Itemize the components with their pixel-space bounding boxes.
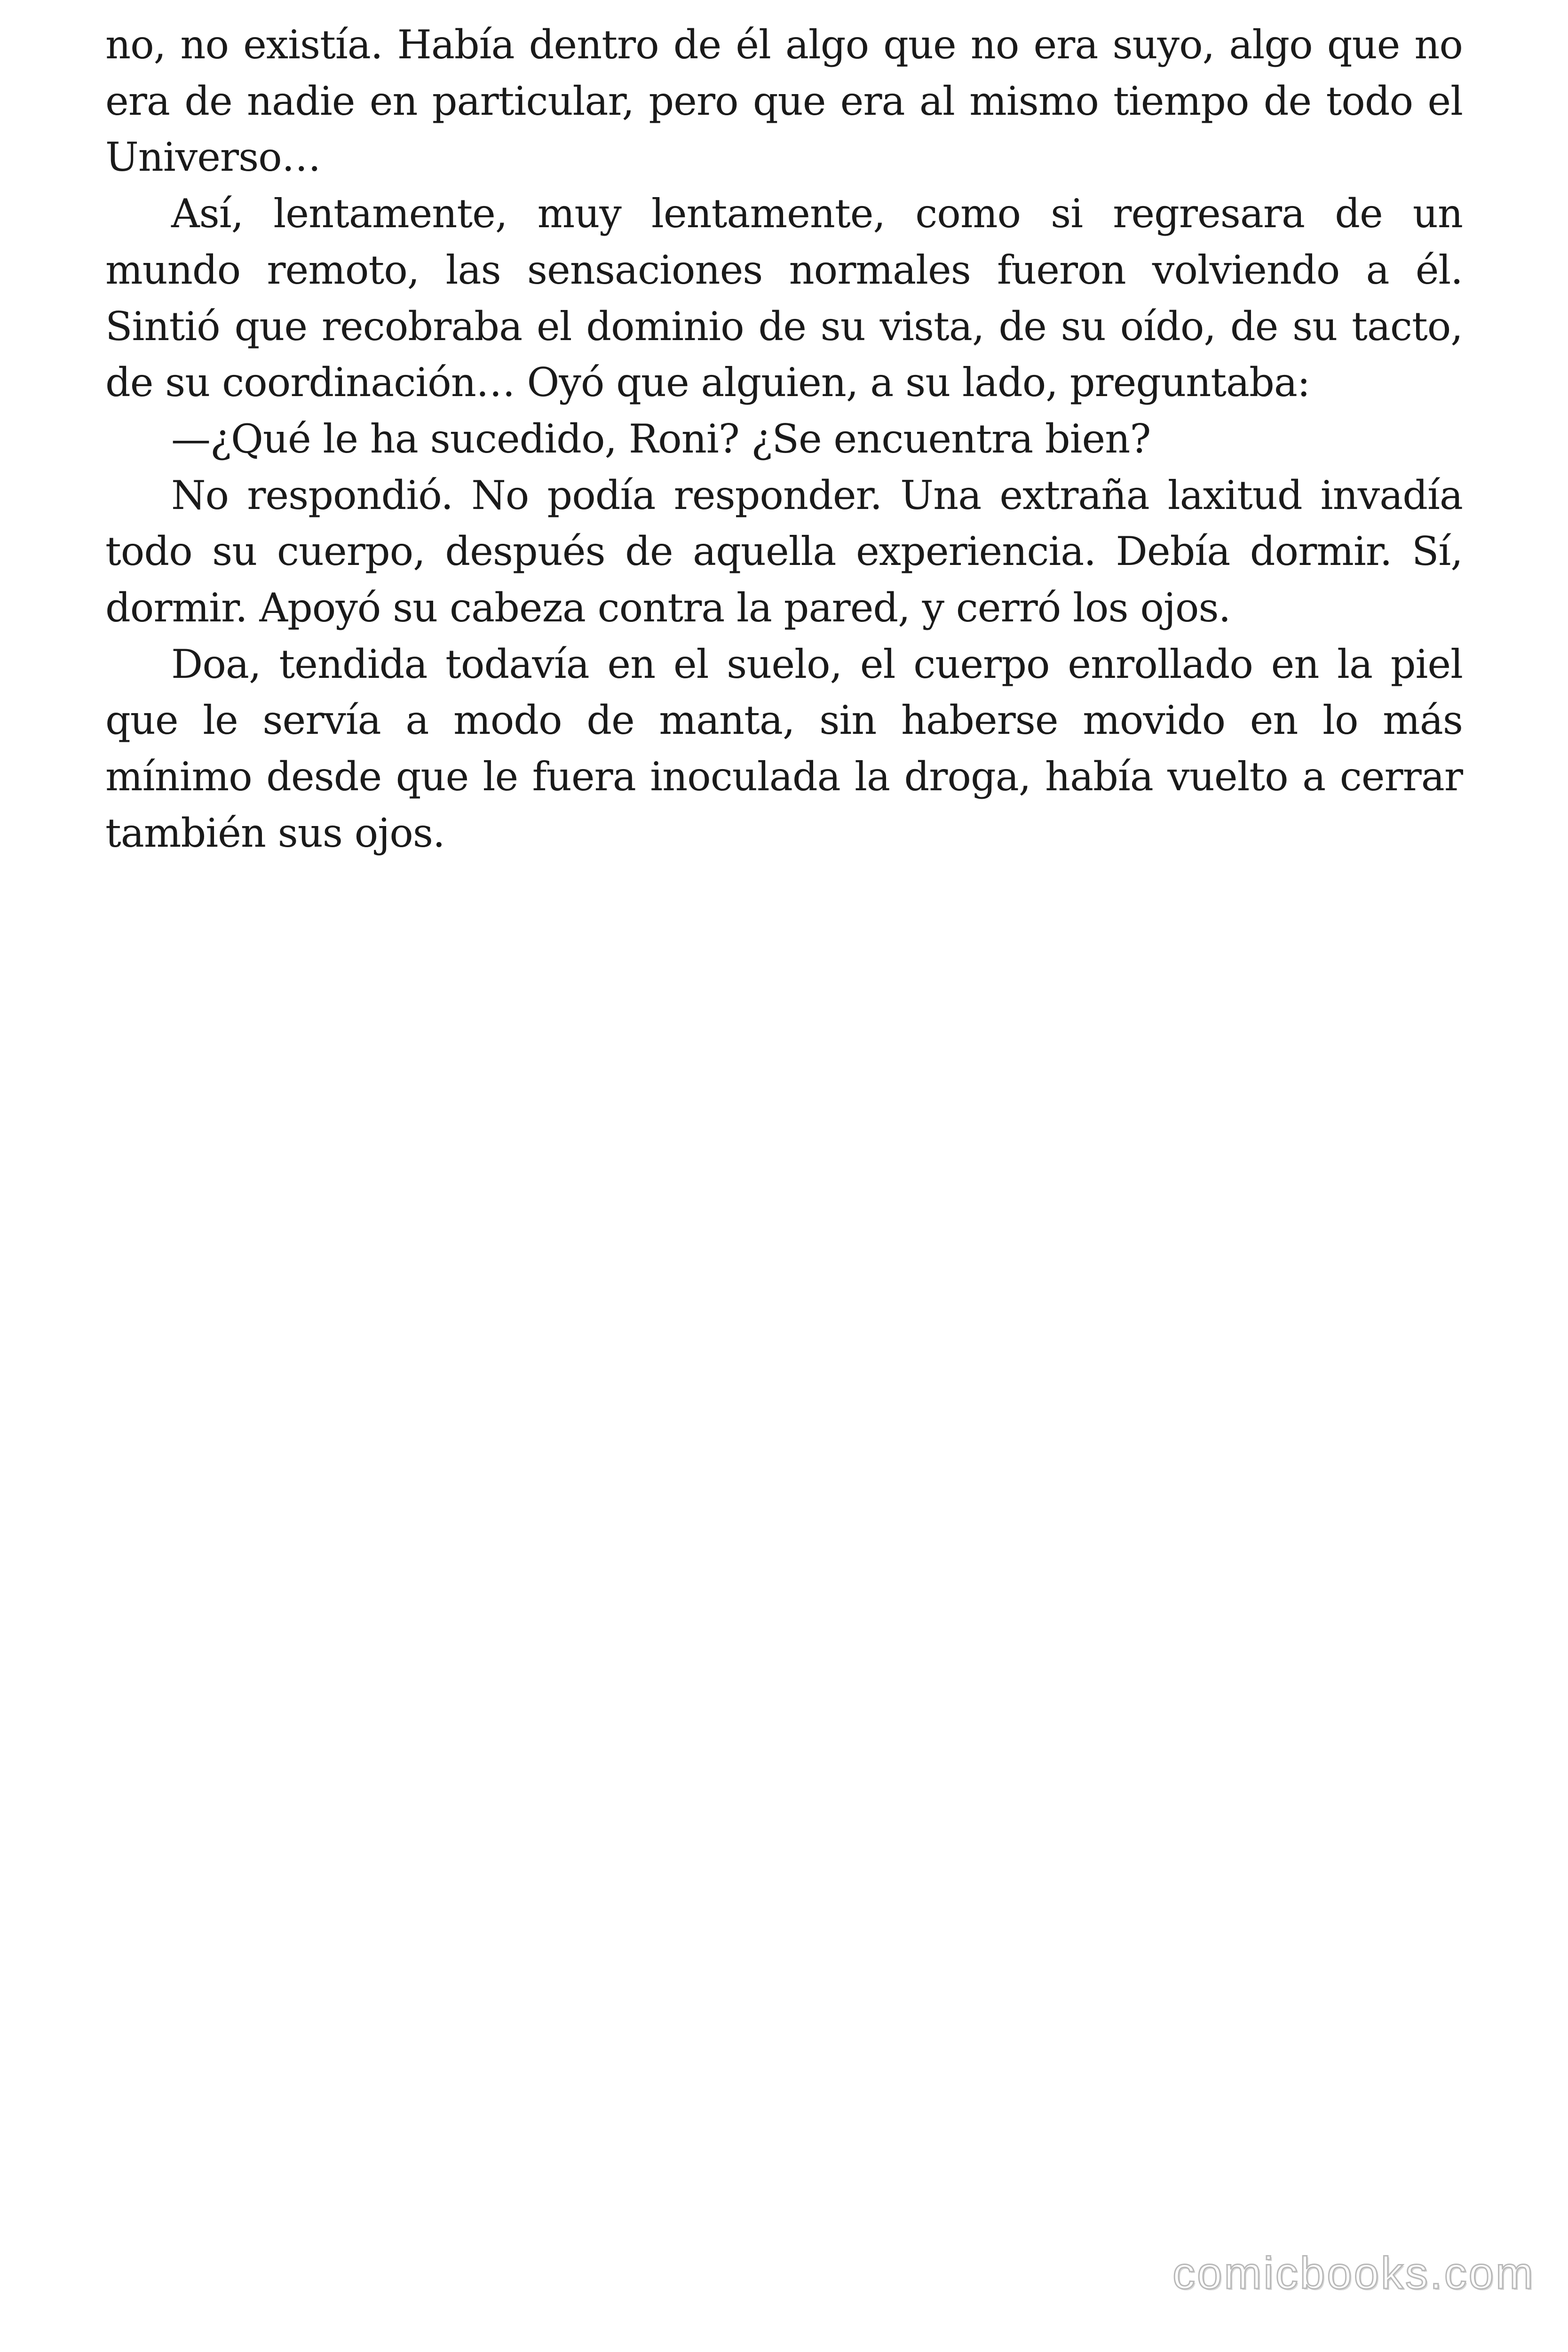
paragraph-no-response: No respondió. No podía responder. Una extraña laxitud invadía todo su cuerpo, después de aquella experiencia. Debía dormir. Sí, dormir. Apoyó su cabeza contra la pared, y cerró los ojos.	[105, 472, 1463, 631]
paragraph-dialogue-question: —¿Qué le ha sucedido, Roni? ¿Se encuentra bien?	[171, 415, 1151, 462]
watermark-logo: comicbooks.com	[1172, 2248, 1535, 2298]
paragraph-continuation: no, no existía. Había dentro de él algo que no era suyo, algo que no era de nadie en particular, pero que era al mismo tiempo de todo el Universo…	[105, 22, 1463, 181]
paragraph-sensations-return: Así, lentamente, muy lentamente, como si regresara de un mundo remoto, las sensaciones normales fueron volviendo a él. Sintió que recobraba el dominio de su vista, de su oído, de su tacto, de su coordinación… Oyó que alguien, a su lado, preguntaba:	[105, 191, 1463, 406]
document-body	[105, 17, 1463, 862]
paragraph-doa-sleeping: Doa, tendida todavía en el suelo, el cuerpo enrollado en la piel que le servía a modo de manta, sin haberse movido en lo más mínimo desde que le fuera inoculada la droga, había vuelto a cerrar también sus ojos.	[105, 641, 1463, 856]
